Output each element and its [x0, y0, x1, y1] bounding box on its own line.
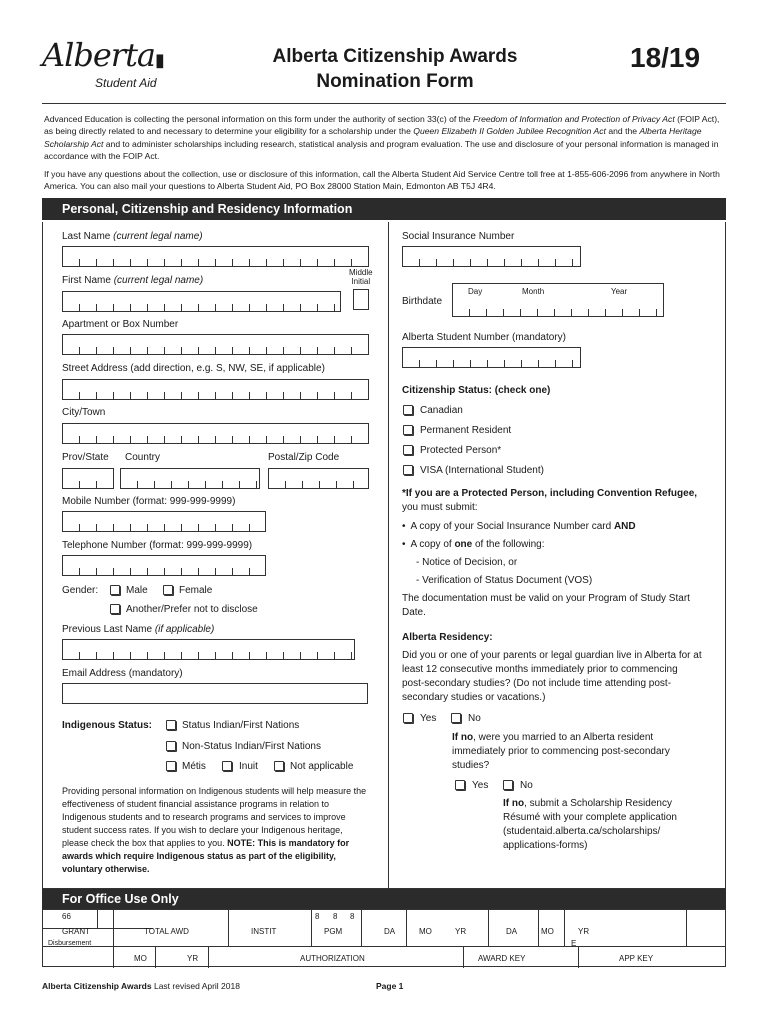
asn-field[interactable] [402, 347, 581, 368]
section-header-office: For Office Use Only [42, 889, 726, 909]
office-total-awd: TOTAL AWD [144, 927, 189, 936]
city-label: City/Town [62, 407, 106, 418]
gender-male-label: Male [126, 585, 148, 596]
last-name-label: Last Name (current legal name) [62, 231, 203, 242]
citizenship-canadian-checkbox[interactable] [403, 405, 413, 415]
citizenship-visa-checkbox[interactable] [403, 465, 413, 475]
citizenship-protected-checkbox[interactable] [403, 445, 413, 455]
married-question: If no, were you married to an Alberta resident immediately prior to commencing post-secondary studies? [452, 732, 670, 771]
street-field[interactable] [62, 379, 369, 400]
indigenous-status-indian-label: Status Indian/First Nations [182, 720, 300, 731]
section-header-personal: Personal, Citizenship and Residency Information [42, 198, 726, 220]
office-yr-1: YR [455, 927, 467, 936]
office-yr-2: YR [578, 927, 590, 936]
previous-last-name-field[interactable] [62, 639, 355, 660]
office-da-1: DA [384, 927, 396, 936]
gender-label: Gender: [62, 585, 99, 596]
birthdate-day-label: Day [468, 287, 483, 296]
indigenous-info-paragraph: Providing personal information on Indigenous students will help measure the effectiveness of student financial assistance programs in relation to Indigenous students and to research programs and services to improve student success rates. If you wish to declare your Indigenous heritage, please check the box that applies to you. NOTE: This is mandatory for awards which require Indigenous status as part of the eligibility, voluntary otherwise. [62, 786, 367, 874]
mobile-field[interactable] [62, 511, 266, 532]
office-authorization: AUTHORIZATION [300, 954, 365, 963]
residency-no-label: No [468, 713, 481, 724]
gender-other-checkbox[interactable] [110, 604, 120, 614]
residency-title: Alberta Residency: [402, 632, 493, 643]
indigenous-non-status-checkbox[interactable] [166, 741, 176, 751]
indigenous-status-label: Indigenous Status: [62, 720, 152, 731]
citizenship-title: Citizenship Status: (check one) [402, 385, 551, 396]
postal-label: Postal/Zip Code [268, 452, 340, 463]
birthdate-field[interactable] [452, 299, 664, 317]
office-8-1: 8 [315, 912, 320, 921]
gender-female-label: Female [179, 585, 213, 596]
prov-label: Prov/State [62, 452, 109, 463]
indigenous-inuit-label: Inuit [239, 761, 258, 772]
document-option-2: - Verification of Status Document (VOS) [416, 575, 593, 586]
birthdate-label: Birthdate [402, 296, 443, 307]
office-instit: INSTIT [251, 927, 277, 936]
protected-person-note: *If you are a Protected Person, including Convention Refugee, you must submit: [402, 488, 698, 513]
married-no-label: No [520, 780, 533, 791]
contact-paragraph: If you have any questions about the collection, use or disclosure of this information, call the Alberta Student Aid Service Centre toll free at 1-855-606-2096 from anywhere in North America. You can also mail your questions to Alberta Student Aid, PO Box 28000 Station Main, Edmonton AB T5J 4R4. [44, 169, 720, 192]
document-option-1: - Notice of Decision, or [416, 557, 518, 568]
office-da-2: DA [506, 927, 518, 936]
apartment-label: Apartment or Box Number [62, 319, 179, 330]
requirement-sin: • A copy of your Social Insurance Number card AND [402, 521, 636, 532]
first-name-field[interactable] [62, 291, 341, 312]
indigenous-na-checkbox[interactable] [274, 761, 284, 771]
privacy-paragraph: Advanced Education is collecting the personal information on this form under the authority of section 33(c) of the Freedom of Information and Protection of Privacy Act (FOIP Act), as being directly related to and necessary to determine your eligibility for a scholarship under the Queen Elizabeth II Golden Jubilee Recognition Act and the Alberta Heritage Scholarship Act and to administer scholarships including research, statistical analysis and program evaluation. The use and disclosure of your personal information is managed in accordance with the FOIP Act. [44, 114, 720, 162]
middle-initial-label: Middle Initial [349, 268, 373, 286]
phone-label: Telephone Number (format: 999-999-9999) [62, 540, 253, 551]
residency-question: Did you or one of your parents or legal guardian live in Alberta for at least 12 consecutive months immediately prior to commencing post-secondary studies? (Do not include time attending post-secondary studies or vacations.) [402, 650, 702, 703]
indigenous-metis-checkbox[interactable] [166, 761, 176, 771]
country-label: Country [125, 452, 161, 463]
birthdate-month-label: Month [522, 287, 545, 296]
office-mo-1: MO [419, 927, 432, 936]
email-field[interactable] [62, 683, 368, 704]
residency-yes-checkbox[interactable] [403, 713, 413, 723]
sin-label: Social Insurance Number [402, 231, 515, 242]
form-year: 18/19 [630, 42, 701, 73]
footer-form-name: Alberta Citizenship Awards Last revised April 2018 [42, 981, 240, 991]
header-divider [42, 103, 726, 104]
citizenship-canadian-label: Canadian [420, 405, 463, 416]
office-grant: GRANT [62, 927, 90, 936]
office-mo-2: MO [541, 927, 554, 936]
last-name-field[interactable] [62, 246, 369, 267]
married-yes-label: Yes [472, 780, 489, 791]
postal-field[interactable] [268, 468, 369, 489]
office-yr-3: YR [187, 954, 199, 963]
logo-subtitle: Student Aid [95, 76, 157, 90]
gender-other-label: Another/Prefer not to disclose [126, 604, 258, 615]
office-pgm: PGM [324, 927, 343, 936]
citizenship-visa-label: VISA (International Student) [420, 465, 544, 476]
office-mo-3: MO [134, 954, 147, 963]
requirement-document: • A copy of one of the following: [402, 539, 545, 550]
residency-resume-note: If no, submit a Scholarship Residency Résumé with your complete application (studentaid.alberta.ca/scholarships/ applications-forms) [503, 798, 677, 851]
prov-field[interactable] [62, 468, 114, 489]
middle-initial-field[interactable] [353, 289, 369, 310]
office-8-3: 8 [350, 912, 355, 921]
country-field[interactable] [120, 468, 260, 489]
married-no-checkbox[interactable] [503, 780, 513, 790]
citizenship-pr-label: Permanent Resident [420, 425, 512, 436]
mobile-label: Mobile Number (format: 999-999-9999) [62, 496, 236, 507]
gender-male-checkbox[interactable] [110, 585, 120, 595]
residency-no-checkbox[interactable] [451, 713, 461, 723]
indigenous-metis-label: Métis [182, 761, 206, 772]
office-66: 66 [62, 912, 71, 921]
office-8-2: 8 [333, 912, 338, 921]
married-yes-checkbox[interactable] [455, 780, 465, 790]
footer-page: Page 1 [376, 981, 404, 991]
citizenship-protected-label: Protected Person* [420, 445, 502, 456]
form-title: Alberta Citizenship Awards Nomination Form [272, 46, 518, 92]
asn-label: Alberta Student Number (mandatory) [402, 332, 566, 343]
previous-last-name-label: Previous Last Name (if applicable) [62, 624, 215, 635]
office-award-key: AWARD KEY [478, 954, 526, 963]
email-label: Email Address (mandatory) [62, 668, 183, 679]
apartment-field[interactable] [62, 334, 369, 355]
office-app-key: APP KEY [619, 954, 654, 963]
alberta-logo: Alberta▮ [42, 36, 164, 74]
validity-note: The documentation must be valid on your Program of Study Start Date. [402, 593, 690, 618]
phone-field[interactable] [62, 555, 266, 576]
office-disbursement: Disbursement [48, 940, 92, 947]
citizenship-pr-checkbox[interactable] [403, 425, 413, 435]
street-label: Street Address (add direction, e.g. S, NW, SE, if applicable) [62, 363, 325, 374]
indigenous-inuit-checkbox[interactable] [222, 761, 232, 771]
city-field[interactable] [62, 423, 369, 444]
birthdate-year-label: Year [611, 287, 628, 296]
indigenous-status-indian-checkbox[interactable] [166, 720, 176, 730]
column-divider [388, 222, 389, 889]
residency-yes-label: Yes [420, 713, 437, 724]
first-name-label: First Name (current legal name) [62, 275, 204, 286]
gender-female-checkbox[interactable] [163, 585, 173, 595]
indigenous-non-status-label: Non-Status Indian/First Nations [182, 741, 321, 752]
sin-field[interactable] [402, 246, 581, 267]
indigenous-na-label: Not applicable [290, 761, 354, 772]
office-e: E [571, 939, 577, 948]
